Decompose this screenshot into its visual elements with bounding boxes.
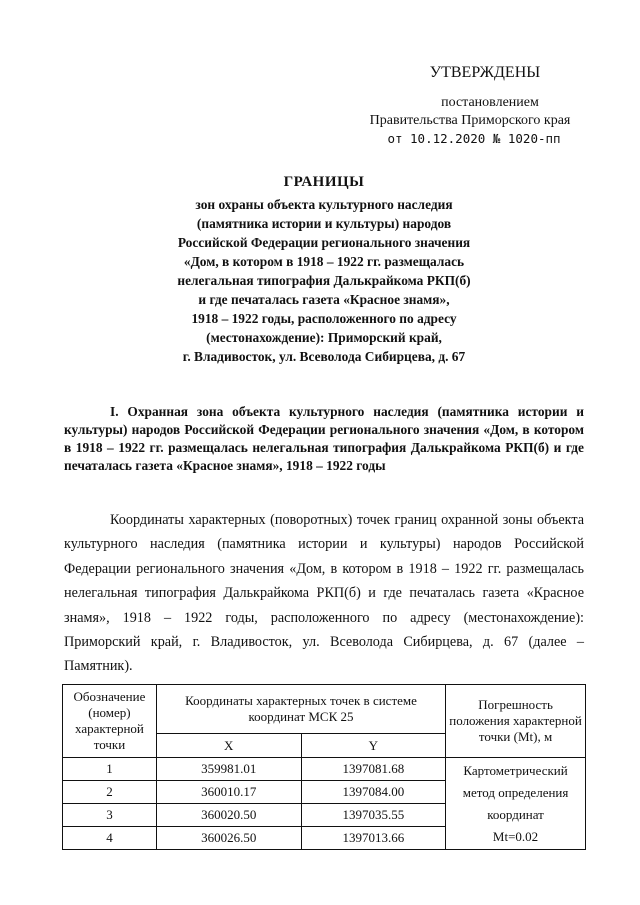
- header-x: X: [156, 734, 301, 758]
- header-error: Погрешность положения характерной точки (Mt), м: [446, 685, 586, 758]
- document-title: [64, 174, 584, 366]
- method-text: Картометрический метод определения координат: [462, 762, 569, 822]
- title-line: нелегальная типография Далькрайкома РКП(б): [177, 273, 471, 288]
- point-number: 3: [63, 804, 157, 827]
- title-heading: ГРАНИЦЫ: [283, 174, 365, 190]
- header-point-number: Обозначение (номер) характерной точки: [63, 685, 157, 758]
- point-number: 2: [63, 781, 157, 804]
- coord-y: 1397084.00: [301, 781, 446, 804]
- method-cell: [446, 758, 586, 850]
- body-paragraph: Координаты характерных (поворотных) точек границ охранной зоны объекта культурного наследия (памятника истории и культуры) народов Российской Федерации регионального значения «Дом, в котором в 1918 – 1922 гг. размещалась нелегальная типография Далькрайкома РКП(б) и где печаталась газета «Красное знамя», 1918 – 1922 годы, расположенного по адресу (местонахождение): Приморский край, г. Владивосток, ул. Всеволода Сибирцева, д. 67 (далее – Памятник).: [64, 512, 584, 675]
- table-row: [63, 758, 586, 781]
- section-heading: I. Охранная зона объекта культурного наследия (памятника истории и культуры) народов Российской Федерации регионального значения «Дом, в котором в 1918 – 1922 гг. размещалась нелегальная типография Далькрайкома РКП(б) и где печаталась газета «Красное знамя», 1918 – 1922 годы: [64, 404, 584, 473]
- title-line: зон охраны объекта культурного наследия: [195, 197, 453, 212]
- title-line: 1918 – 1922 годы, расположенного по адресу: [191, 311, 457, 326]
- header-y: Y: [301, 734, 446, 758]
- title-line: (памятника истории и культуры) народов: [196, 216, 452, 231]
- title-line: (местонахождение): Приморский край,: [206, 330, 442, 345]
- title-line: «Дом, в котором в 1918 – 1922 гг. размещалась: [183, 254, 465, 269]
- coord-x: 360026.50: [156, 827, 301, 850]
- approval-line-2: Правительства Приморского края: [369, 113, 571, 128]
- coord-y: 1397081.68: [301, 758, 446, 781]
- coord-x: 359981.01: [156, 758, 301, 781]
- approval-block: [360, 64, 580, 148]
- coord-y: 1397013.66: [301, 827, 446, 850]
- approval-title: УТВЕРЖДЕНЫ: [429, 64, 541, 81]
- point-number: 1: [63, 758, 157, 781]
- approval-date-number: от 10.12.2020 № 1020-пп: [387, 131, 561, 146]
- header-coordinates: Координаты характерных точек в системе координат МСК 25: [156, 685, 445, 734]
- point-number: 4: [63, 827, 157, 850]
- mt-value: Mt=0.02: [492, 828, 539, 844]
- approval-line-1: постановлением: [441, 95, 539, 110]
- coord-x: 360020.50: [156, 804, 301, 827]
- title-line: и где печаталась газета «Красное знамя»,: [198, 292, 450, 307]
- coord-x: 360010.17: [156, 781, 301, 804]
- title-line: Российской Федерации регионального значения: [177, 235, 471, 250]
- coord-y: 1397035.55: [301, 804, 446, 827]
- title-line: г. Владивосток, ул. Всеволода Сибирцева, д. 67: [182, 349, 466, 364]
- coordinates-table: [62, 684, 586, 850]
